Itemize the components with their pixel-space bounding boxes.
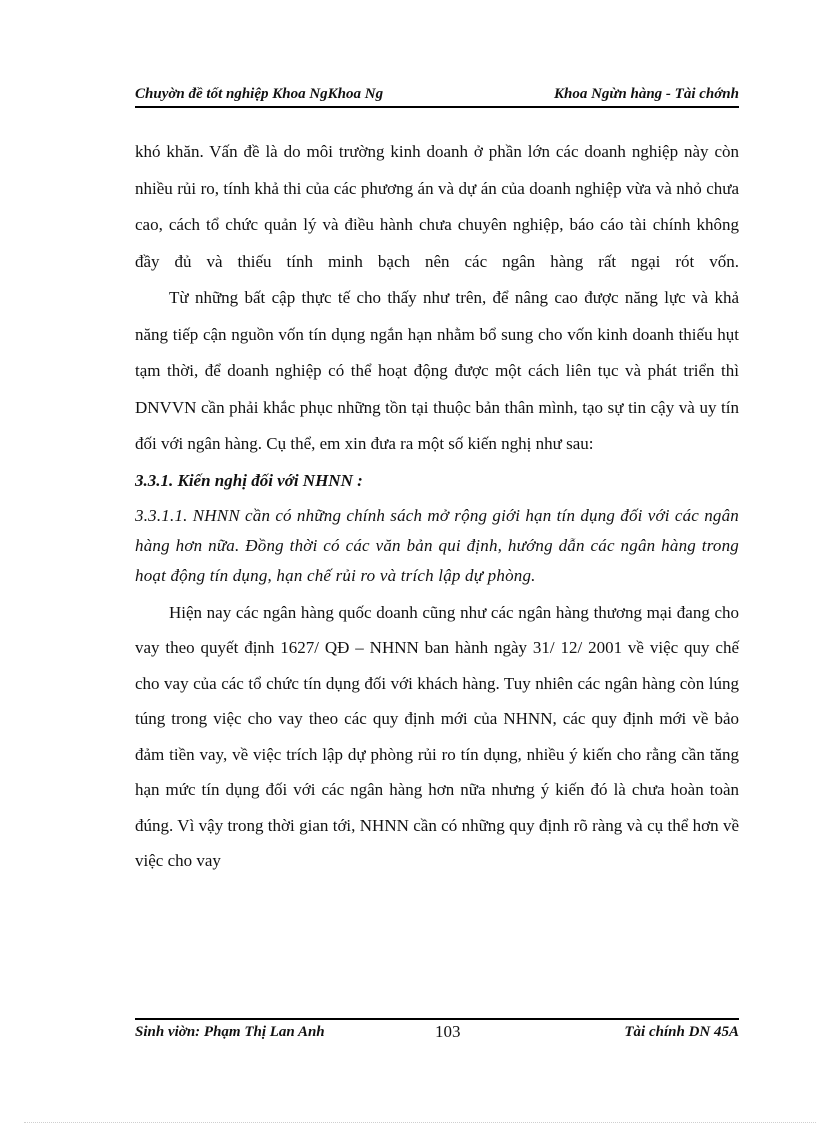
- paragraph-1-line-5: hàng rất ngại rót vốn.: [550, 251, 740, 271]
- footer-class: Tài chính DN 45A: [624, 1024, 739, 1040]
- paragraph-3: Hiện nay các ngân hàng quốc doanh cũng như các ngân hàng thương mại đang cho vay theo quyết định 1627/ QĐ – NHNN ban hành ngày 31/ 12/ 2001 về việc quy chế cho vay của các tổ chức tín dụng đối với khách hàng. Tuy nhiên các ngân hàng còn lúng túng trong việc cho vay theo các quy định mới của NHNN, các quy định mới về bảo đảm tiền vay, về việc trích lập dự phòng rủi ro tín dụng, nhiều ý kiến cho rằng cần tăng hạn mức tín dụng đối với các ngân hàng hơn nữa nhưng ý kiến đó là chưa hoàn toàn đúng. Vì vậy trong thời gian tới, NHNN cần có những quy định rõ ràng và cụ thể hơn về việc cho vay: [135, 602, 739, 870]
- header-right-text: Khoa Ngừn hàng - Tài chớnh: [553, 86, 739, 102]
- paragraph-2: Từ những bất cập thực tế cho thấy như trên, để nâng cao được năng lực và khả năng tiếp cận nguồn vốn tín dụng ngắn hạn nhằm bổ sung cho vốn kinh doanh thiếu hụt tạm thời, để doanh nghiệp có thể hoạt động được một cách liên tục và phát triển thì DNVVN cần phải khắc phục những tồn tại thuộc bản thân mình, tạo sự tin cậy và uy tín đối với ngân hàng. Cụ thể, em xin đưa ra một số kiến nghị như sau:: [135, 288, 739, 453]
- section-heading: 3.3.1. Kiến nghị đối với NHNN :: [135, 470, 363, 490]
- paragraph-1: [135, 134, 739, 280]
- footer-author: Sinh viờn: Phạm Thị Lan Anh: [135, 1024, 325, 1040]
- page-footer: [135, 1018, 739, 1046]
- page-body: [135, 134, 739, 879]
- paragraph-1-line-4: nghiệp, báo cáo tài chính không đầy đủ và thiếu tính minh bạch nên các ngân: [135, 215, 740, 271]
- paragraph-1-line-2: này còn nhiều rủi ro, tính khả thi của các phương án và dự án của doanh: [135, 142, 740, 198]
- italic-paragraph: 3.3.1.1. NHNN cần có những chính sách mở rộng giới hạn tín dụng đối với các ngân hàng hơn nữa. Đồng thời có các văn bản qui định, hướng dẫn các ngân hàng trong hoạt động tín dụng, hạn chế rủi ro và trích lập dự phòng.: [135, 505, 739, 585]
- paragraph-1-line-3: nghiệp vừa và nhỏ chưa cao, cách tổ chức quản lý và điều hành chưa chuyên: [135, 178, 740, 234]
- paragraph-1-line-1: khó khăn. Vấn đề là do môi trường kinh doanh ở phần lớn các doanh nghiệp: [135, 142, 679, 161]
- page-number: 103: [435, 1022, 461, 1041]
- page-header: [135, 84, 739, 108]
- header-left-text: Chuyờn đề tốt nghiệp Khoa NgKhoa Ng: [135, 86, 384, 102]
